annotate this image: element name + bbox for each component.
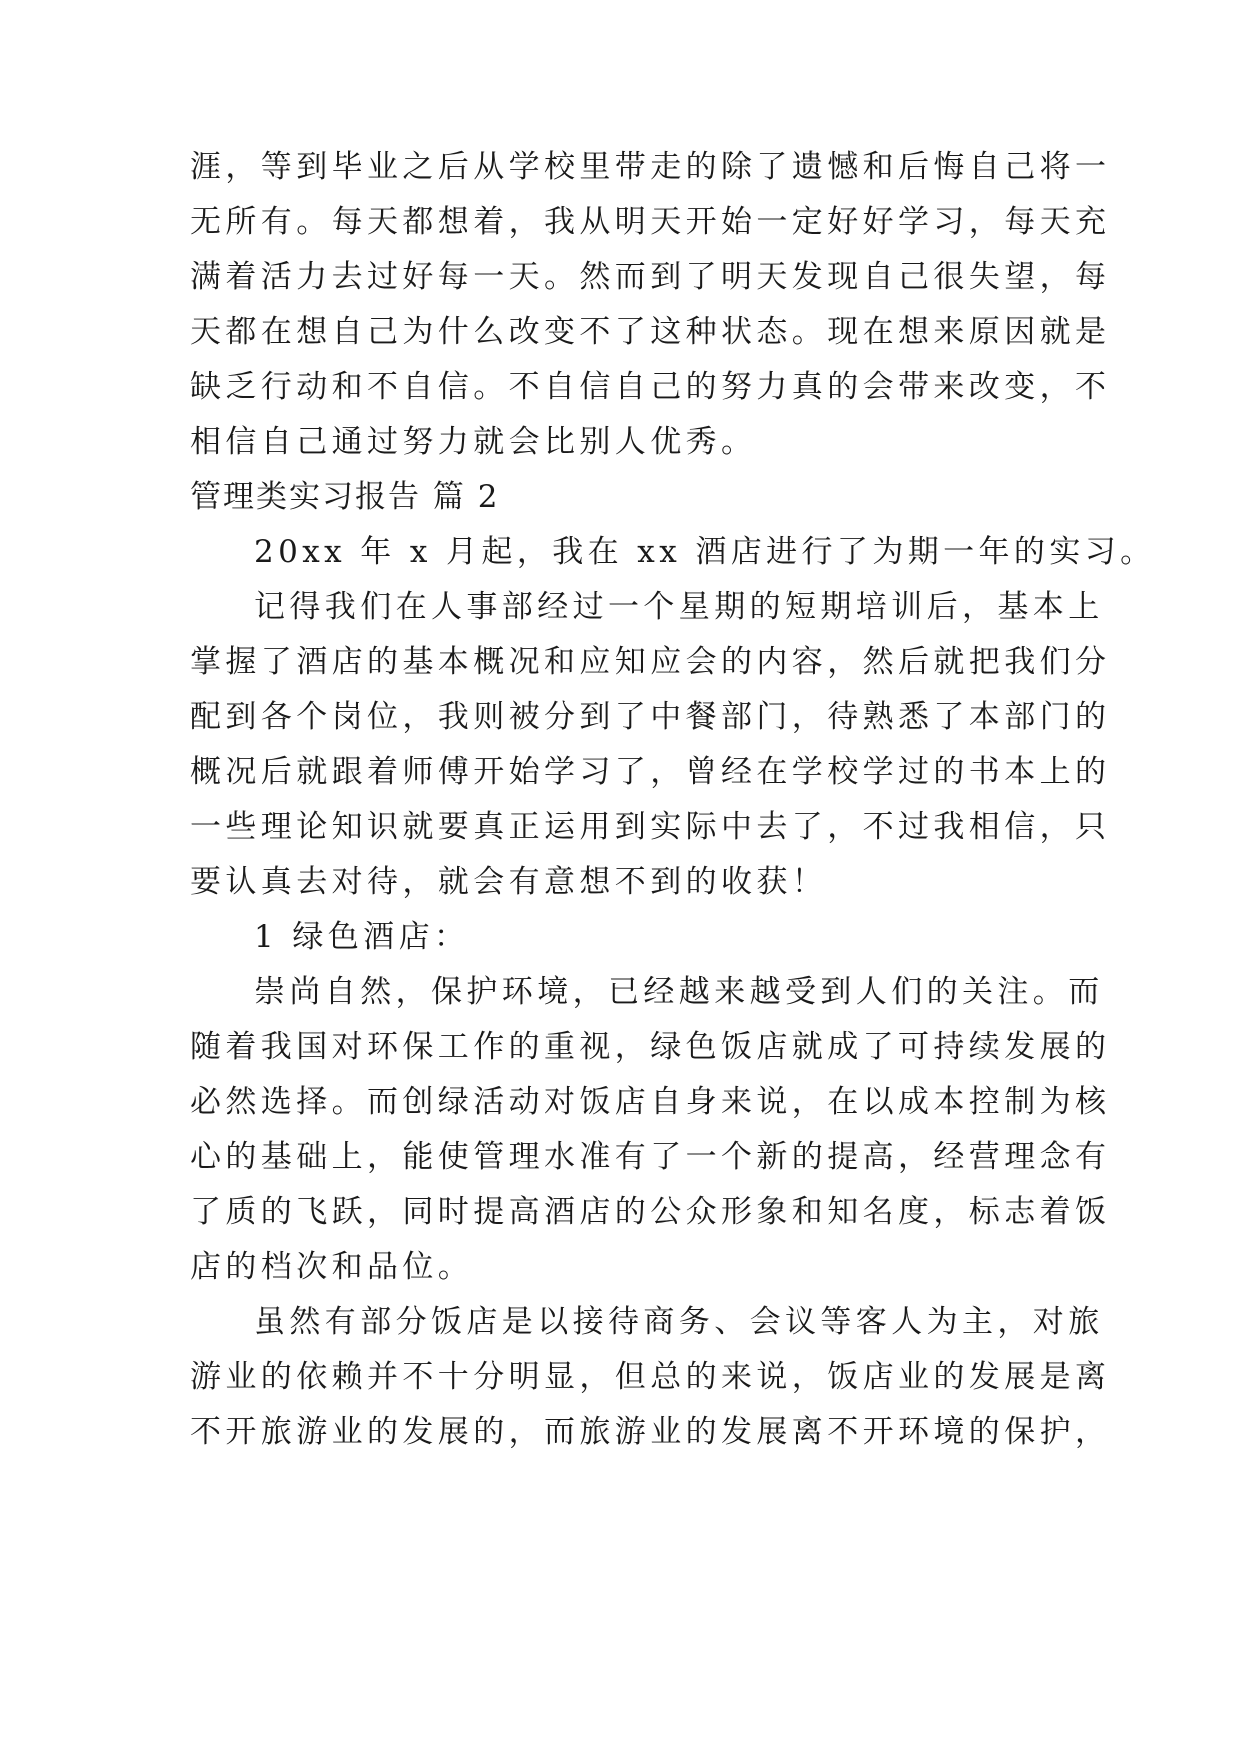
paragraph-line: 店的档次和品位。 [190,1249,474,1285]
paragraph-line: 概况后就跟着师傅开始学习了，曾经在学校学过的书本上的 [190,754,1111,790]
paragraph-line: 无所有。每天都想着，我从明天开始一定好好学习，每天充 [190,204,1111,240]
paragraph-line: 崇尚自然，保护环境，已经越来越受到人们的关注。而 [254,974,1104,1010]
paragraph-line: 游业的依赖并不十分明显，但总的来说，饭店业的发展是离 [190,1359,1111,1395]
paragraph-line: 记得我们在人事部经过一个星期的短期培训后，基本上 [254,589,1104,625]
section-heading: 管理类实习报告 篇 2 [190,479,500,515]
subheading: 1 绿色酒店： [254,919,470,955]
paragraph-line: 涯，等到毕业之后从学校里带走的除了遗憾和后悔自己将一 [190,149,1111,185]
paragraph-line: 必然选择。而创绿活动对饭店自身来说，在以成本控制为核 [190,1084,1111,1120]
paragraph-line: 了质的飞跃，同时提高酒店的公众形象和知名度，标志着饭 [190,1194,1111,1230]
paragraph-line: 要认真去对待，就会有意想不到的收获！ [190,864,828,900]
paragraph-line: 缺乏行动和不自信。不自信自己的努力真的会带来改变，不 [190,369,1111,405]
paragraph-line: 配到各个岗位，我则被分到了中餐部门，待熟悉了本部门的 [190,699,1111,735]
paragraph-line: 虽然有部分饭店是以接待商务、会议等客人为主，对旅 [254,1304,1104,1340]
paragraph-line: 掌握了酒店的基本概况和应知应会的内容，然后就把我们分 [190,644,1111,680]
paragraph-line: 天都在想自己为什么改变不了这种状态。现在想来原因就是 [190,314,1111,350]
paragraph-line: 相信自己通过努力就会比别人优秀。 [190,424,757,460]
paragraph-line: 心的基础上，能使管理水准有了一个新的提高，经营理念有 [190,1139,1111,1175]
paragraph-line: 不开旅游业的发展的，而旅游业的发展离不开环境的保护， [190,1414,1111,1450]
paragraph-line: 一些理论知识就要真正运用到实际中去了，不过我相信，只 [190,809,1111,845]
paragraph-line: 随着我国对环保工作的重视，绿色饭店就成了可持续发展的 [190,1029,1111,1065]
paragraph-line: 满着活力去过好每一天。然而到了明天发现自己很失望，每 [190,259,1111,295]
intro-line: 20xx 年 x 月起，我在 xx 酒店进行了为期一年的实习。 [254,534,1156,570]
